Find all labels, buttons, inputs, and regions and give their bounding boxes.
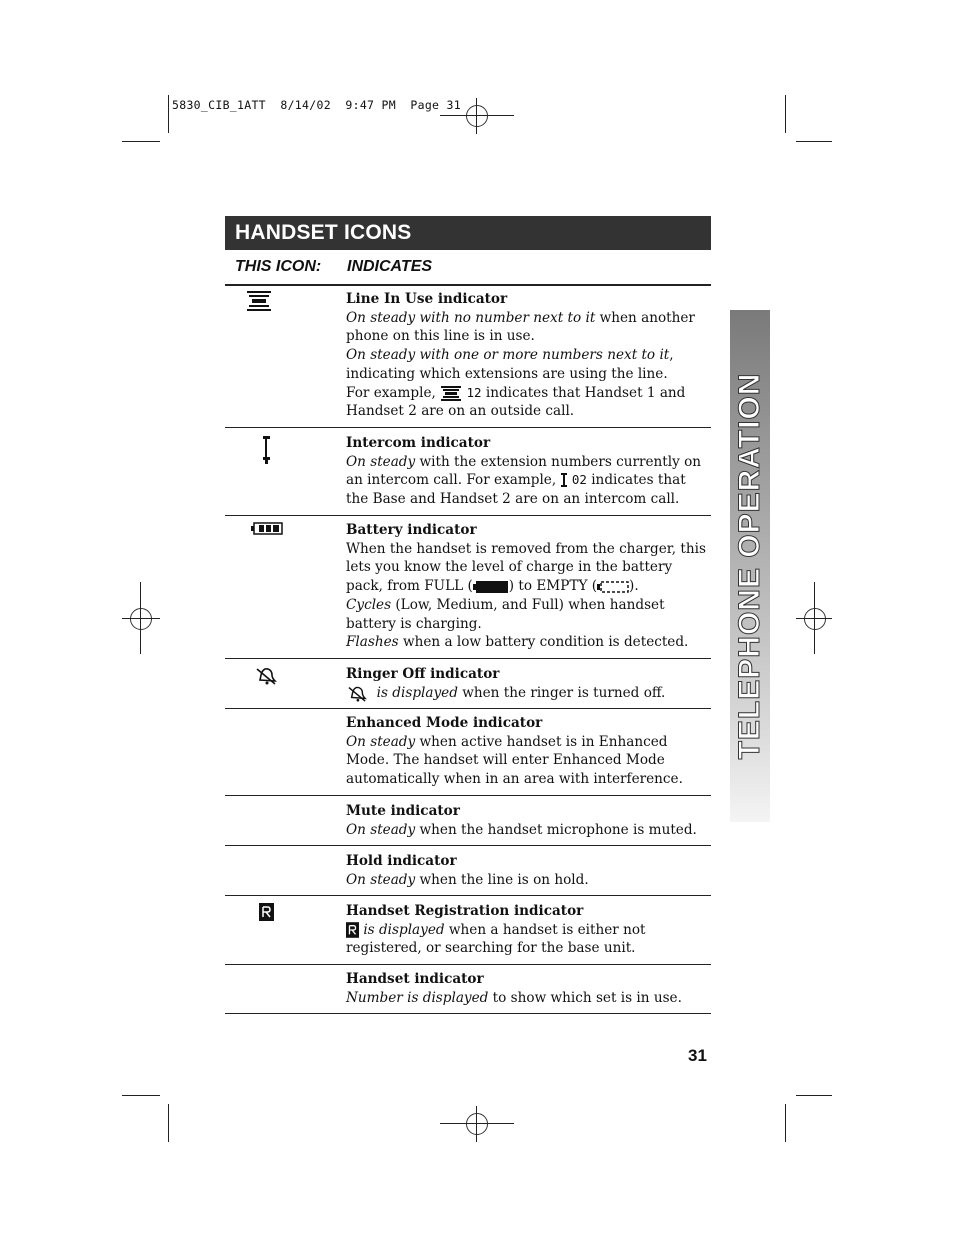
row-text: For example, — [346, 384, 441, 401]
row-title: Line In Use indicator — [346, 291, 508, 307]
row-text: ) to EMPTY ( — [508, 578, 598, 595]
row-text-emphasis: On steady — [346, 871, 416, 888]
row-text: , indicating which extensions are using the line. — [346, 347, 674, 382]
line-in-use-icon — [246, 290, 272, 312]
crop-mark — [168, 1104, 169, 1142]
registration-mark-top — [476, 98, 477, 134]
battery-full-icon — [473, 581, 509, 593]
crop-mark — [785, 1104, 786, 1142]
row-intercom — [346, 434, 711, 509]
crop-mark — [168, 95, 169, 133]
registration-mark-bottom — [466, 1113, 488, 1135]
registration-mark-bottom — [440, 1123, 514, 1124]
table-divider — [225, 427, 711, 428]
row-text: when another phone on this line is in use. — [346, 309, 695, 345]
table-divider — [225, 708, 711, 709]
side-tab-label: TELEPHONE OPERATION — [733, 372, 766, 760]
table-divider — [225, 845, 711, 846]
table-divider — [225, 284, 711, 286]
row-text: When the handset is removed from the charger, this lets you know the level of charge in the battery pack, from FULL ( — [346, 540, 706, 595]
row-text-emphasis: On steady — [346, 453, 416, 470]
registration-mark-top — [466, 105, 488, 127]
row-text: indicates that Handset 1 and Handset 2 are on an outside call. — [346, 384, 686, 420]
row-text-emphasis: Flashes — [346, 634, 399, 651]
row-text: to show which set is in use. — [488, 989, 682, 1006]
row-title: Hold indicator — [346, 853, 457, 869]
row-line-in-use — [346, 290, 711, 421]
intercom-icon — [262, 435, 271, 465]
row-text: (Low, Medium, and Full) when handset battery is charging. — [346, 596, 665, 632]
row-ringer-off — [346, 665, 711, 702]
registration-icon — [346, 922, 359, 938]
table-divider — [225, 658, 711, 659]
crop-mark — [796, 141, 832, 142]
row-text: when the handset microphone is muted. — [415, 821, 697, 838]
table-divider — [225, 964, 711, 965]
extension-number: 02 — [571, 472, 587, 488]
row-handset — [346, 970, 711, 1007]
row-text: when the ringer is turned off. — [457, 684, 666, 701]
row-text-emphasis: On steady — [346, 733, 416, 750]
row-text-emphasis: On steady — [346, 821, 416, 838]
print-slug: 5830_CIB_1ATT 8/14/02 9:47 PM Page 31 — [172, 98, 461, 112]
extension-number: 12 — [466, 384, 482, 400]
crop-mark — [796, 1095, 832, 1096]
row-title: Battery indicator — [346, 522, 477, 538]
row-battery — [346, 521, 711, 652]
column-header-icon: THIS ICON: — [235, 258, 322, 275]
ringer-off-icon — [346, 684, 368, 702]
column-header-indicates: INDICATES — [347, 258, 433, 275]
ringer-off-icon — [255, 665, 277, 685]
registration-mark-right — [814, 582, 815, 654]
row-text-emphasis: Number is displayed — [346, 989, 489, 1006]
section-title-bar — [225, 216, 711, 250]
crop-mark — [122, 1095, 160, 1096]
row-text-emphasis: is displayed — [363, 921, 445, 938]
row-text-emphasis: is displayed — [376, 684, 458, 701]
row-title: Handset indicator — [346, 971, 484, 987]
row-text-emphasis: On steady with no number next to it — [346, 309, 596, 326]
row-title: Mute indicator — [346, 803, 460, 819]
side-tab — [730, 310, 770, 822]
row-title: Intercom indicator — [346, 435, 491, 451]
battery-full-icon — [251, 522, 283, 535]
table-divider — [225, 515, 711, 516]
row-title: Ringer Off indicator — [346, 666, 500, 682]
registration-icon — [259, 903, 274, 921]
registration-mark-left — [122, 618, 160, 619]
row-text: indicates that the Base and Handset 2 are on an intercom call. — [346, 472, 686, 508]
table-divider — [225, 795, 711, 796]
row-title: Enhanced Mode indicator — [346, 715, 543, 731]
table-divider — [225, 895, 711, 896]
section-title: HANDSET ICONS — [235, 221, 412, 244]
page-number: 31 — [688, 1046, 707, 1065]
registration-mark-right — [804, 608, 826, 630]
row-text: when a low battery condition is detected. — [398, 634, 689, 651]
row-text: when the line is on hold. — [415, 871, 589, 888]
row-registration — [346, 902, 711, 958]
row-text: when a handset is either not registered, or searching for the base unit. — [346, 921, 646, 957]
registration-mark-top — [440, 115, 514, 116]
row-text-emphasis: Cycles — [346, 596, 392, 613]
row-text: when active handset is in Enhanced Mode. The handset will enter Enhanced Mode automatically when in an area with interference. — [346, 733, 683, 788]
registration-mark-bottom — [476, 1106, 477, 1142]
row-text: ). — [629, 578, 639, 595]
crop-mark — [785, 95, 786, 133]
intercom-icon — [561, 473, 568, 489]
row-text: with the extension numbers currently on an intercom call. For example, — [346, 453, 702, 489]
crop-mark — [122, 141, 160, 142]
row-title: Handset Registration indicator — [346, 903, 584, 919]
line-in-use-icon — [440, 385, 462, 401]
table-divider — [225, 1013, 711, 1014]
row-mute — [346, 802, 711, 839]
row-hold — [346, 852, 711, 889]
battery-empty-icon — [597, 581, 629, 593]
row-enhanced-mode — [346, 714, 711, 789]
registration-mark-left — [140, 582, 141, 654]
row-text-emphasis: On steady with one or more numbers next to it — [346, 347, 670, 364]
registration-mark-left — [130, 608, 152, 630]
